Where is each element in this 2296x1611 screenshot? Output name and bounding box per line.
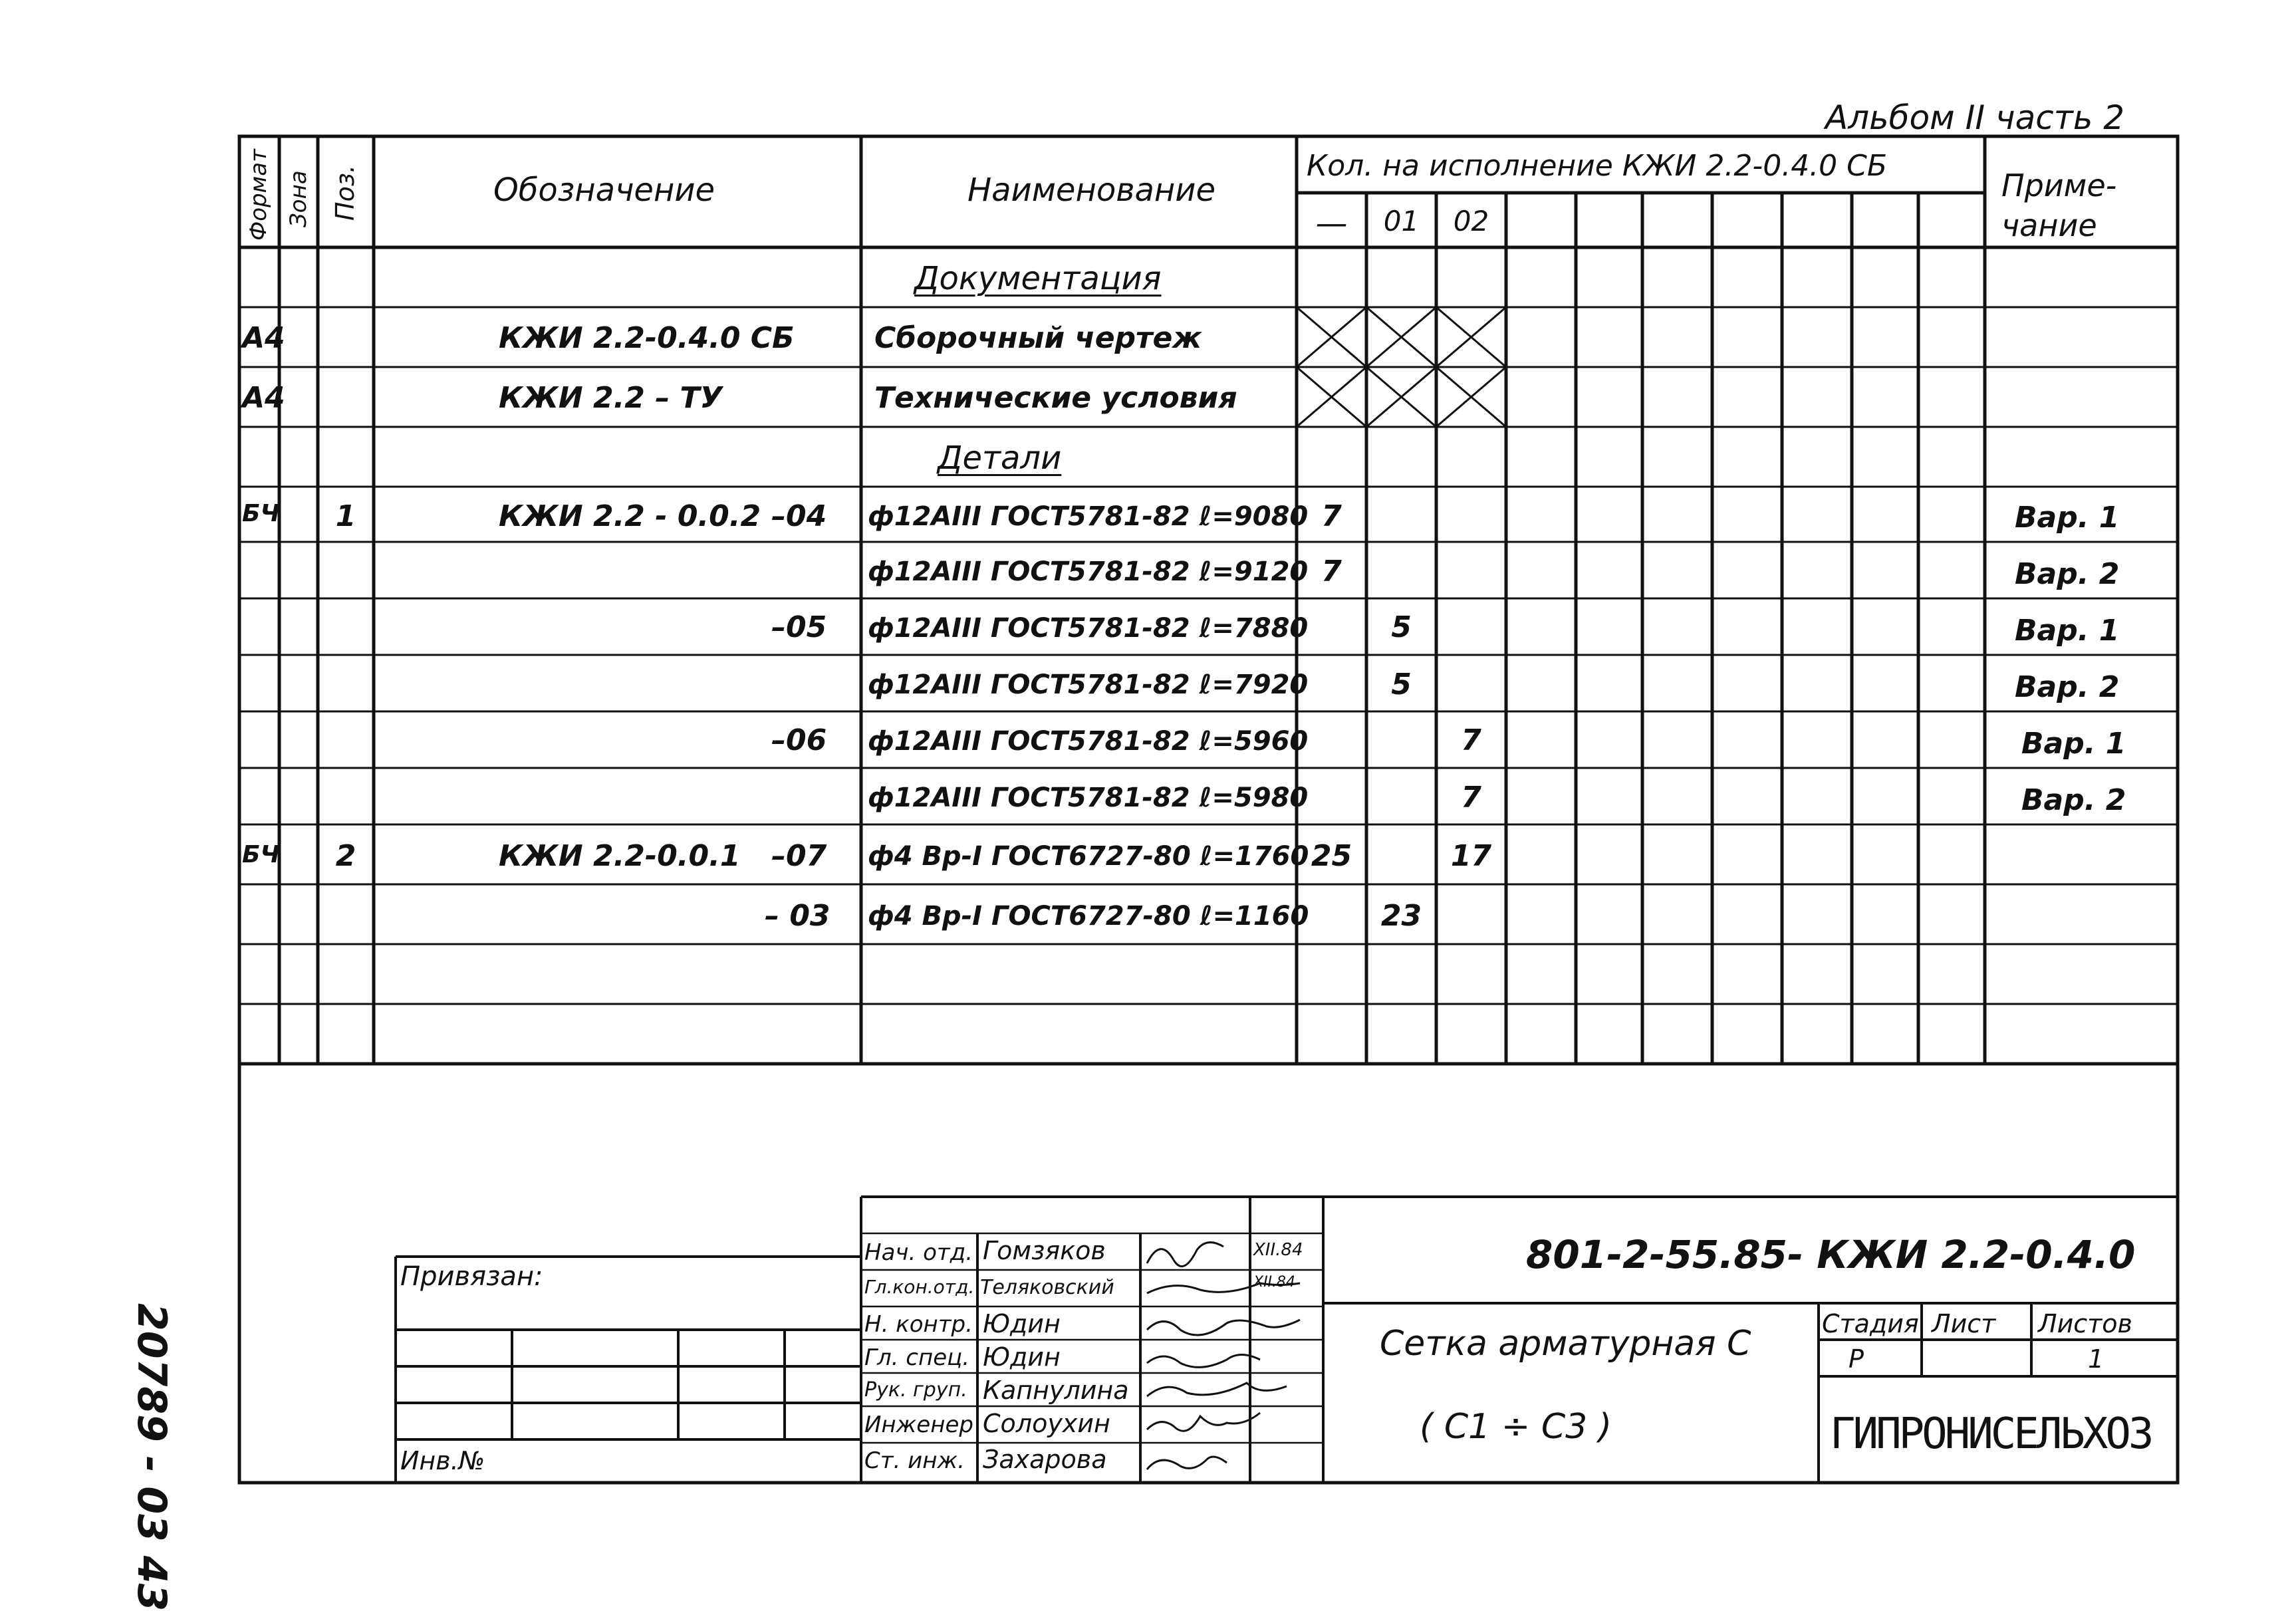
row-3-note: Вар. 2 — [2015, 557, 2120, 591]
header-designation: Обозначение — [493, 172, 715, 209]
row-8-q2: 17 — [1450, 839, 1492, 873]
row-6-q2: 7 — [1461, 723, 1481, 757]
person-1-role: Гл.кон.отд. — [864, 1276, 975, 1298]
person-2-name: Юдин — [983, 1309, 1061, 1338]
row-6-note: Вар. 1 — [2021, 727, 2126, 761]
row-4-note: Вар. 1 — [2015, 614, 2120, 648]
person-6-role: Ст. инж. — [864, 1447, 965, 1474]
person-4-name: Капнулина — [983, 1376, 1129, 1405]
row-8-name: ф4 Вр-І ГОСТ6727-80 ℓ=1760 — [868, 841, 1309, 872]
stage-label: Стадия — [1822, 1309, 1919, 1338]
row-2-suffix: –04 — [771, 499, 827, 533]
row-9-suffix: – 03 — [765, 899, 830, 933]
row-9-name: ф4 Вр-І ГОСТ6727-80 ℓ=1160 — [868, 901, 1309, 931]
row-5-name: ф12АІІІ ГОСТ5781-82 ℓ=7920 — [868, 670, 1309, 700]
person-3-name: Юдин — [983, 1342, 1061, 1372]
row-1-designation: КЖИ 2.2 – ТУ — [499, 381, 723, 415]
sheets-value: 1 — [2088, 1344, 2105, 1374]
header-zone: Зона — [285, 170, 312, 227]
person-0-role: Нач. отд. — [864, 1239, 973, 1266]
row-2-note: Вар. 1 — [2015, 501, 2120, 535]
drawing-title-line1: Сетка арматурная С — [1380, 1324, 1751, 1364]
header-name: Наименование — [967, 172, 1216, 209]
organization: ГИПРОНИСЕЛЬХОЗ — [1830, 1410, 2152, 1459]
header-pos: Поз. — [330, 164, 360, 221]
row-2-pos: 1 — [335, 499, 356, 533]
row-6-suffix: –06 — [771, 723, 827, 757]
row-1-format: А4 — [242, 381, 285, 415]
header-qty-col-0: — — [1315, 205, 1348, 242]
drawing-title-line2: ( С1 ÷ С3 ) — [1420, 1407, 1612, 1447]
privyazan-label: Привязан: — [400, 1261, 543, 1292]
row-7-note: Вар. 2 — [2021, 783, 2126, 817]
person-6-name: Захарова — [983, 1445, 1107, 1474]
header-qty-col-2: 02 — [1453, 205, 1489, 237]
row-5-q1: 5 — [1391, 668, 1412, 701]
person-4-role: Рук. груп. — [864, 1378, 967, 1402]
person-0-name: Гомзяков — [983, 1236, 1106, 1265]
row-7-name: ф12АІІІ ГОСТ5781-82 ℓ=5980 — [868, 783, 1309, 813]
row-7-q2: 7 — [1461, 781, 1481, 814]
person-1-date: XII.84 — [1253, 1274, 1296, 1291]
row-0-format: А4 — [242, 321, 285, 355]
person-3-role: Гл. спец. — [864, 1344, 970, 1371]
inv-label: Инв.№ — [400, 1446, 485, 1475]
row-4-q1: 5 — [1391, 610, 1412, 644]
row-8-suffix: –07 — [771, 839, 827, 873]
side-number: 20789 - 03 43 — [128, 1303, 175, 1611]
person-5-role: Инженер — [864, 1412, 973, 1438]
row-4-suffix: –05 — [771, 610, 827, 644]
person-5-name: Солоухин — [983, 1409, 1110, 1438]
row-4-name: ф12АІІІ ГОСТ5781-82 ℓ=7880 — [868, 613, 1309, 644]
header-note: Приме- чание — [2001, 168, 2117, 243]
header-format: Формат — [245, 149, 272, 241]
person-1-name: Теляковский — [980, 1276, 1114, 1299]
row-8-designation: КЖИ 2.2-0.0.1 — [499, 839, 741, 873]
row-8-format: БЧ — [242, 841, 280, 868]
row-2-format: БЧ — [242, 500, 280, 527]
drawing-code: 801-2-55.85- КЖИ 2.2-0.4.0 — [1526, 1232, 2136, 1277]
section-documentation: Документация — [914, 260, 1162, 297]
sheet-label: Лист — [1932, 1309, 1996, 1338]
row-8-q0: 25 — [1311, 839, 1352, 873]
row-0-name: Сборочный чертеж — [874, 321, 1202, 355]
section-details: Детали — [938, 439, 1062, 477]
person-2-role: Н. контр. — [864, 1311, 973, 1338]
row-2-name: ф12АІІІ ГОСТ5781-82 ℓ=9080 — [868, 501, 1309, 532]
row-1-name: Технические условия — [874, 381, 1237, 415]
row-0-designation: КЖИ 2.2-0.4.0 СБ — [499, 321, 795, 355]
row-6-name: ф12АІІІ ГОСТ5781-82 ℓ=5960 — [868, 726, 1309, 757]
row-9-q1: 23 — [1380, 899, 1422, 933]
row-2-q0: 7 — [1321, 499, 1342, 533]
album-label: Альбом ІІ часть 2 — [1825, 98, 2125, 137]
sheets-label: Листов — [2038, 1309, 2132, 1338]
row-8-pos: 2 — [335, 839, 356, 873]
stage-value: Р — [1849, 1344, 1864, 1374]
header-qty-title: Кол. на исполнение КЖИ 2.2-0.4.0 СБ — [1307, 149, 1888, 183]
row-3-q0: 7 — [1321, 555, 1342, 588]
header-qty-col-1: 01 — [1383, 205, 1420, 237]
row-3-name: ф12АІІІ ГОСТ5781-82 ℓ=9120 — [868, 557, 1309, 587]
row-2-designation: КЖИ 2.2 - 0.0.2 — [499, 499, 761, 533]
row-5-note: Вар. 2 — [2015, 670, 2120, 704]
person-0-date: XII.84 — [1253, 1240, 1303, 1260]
